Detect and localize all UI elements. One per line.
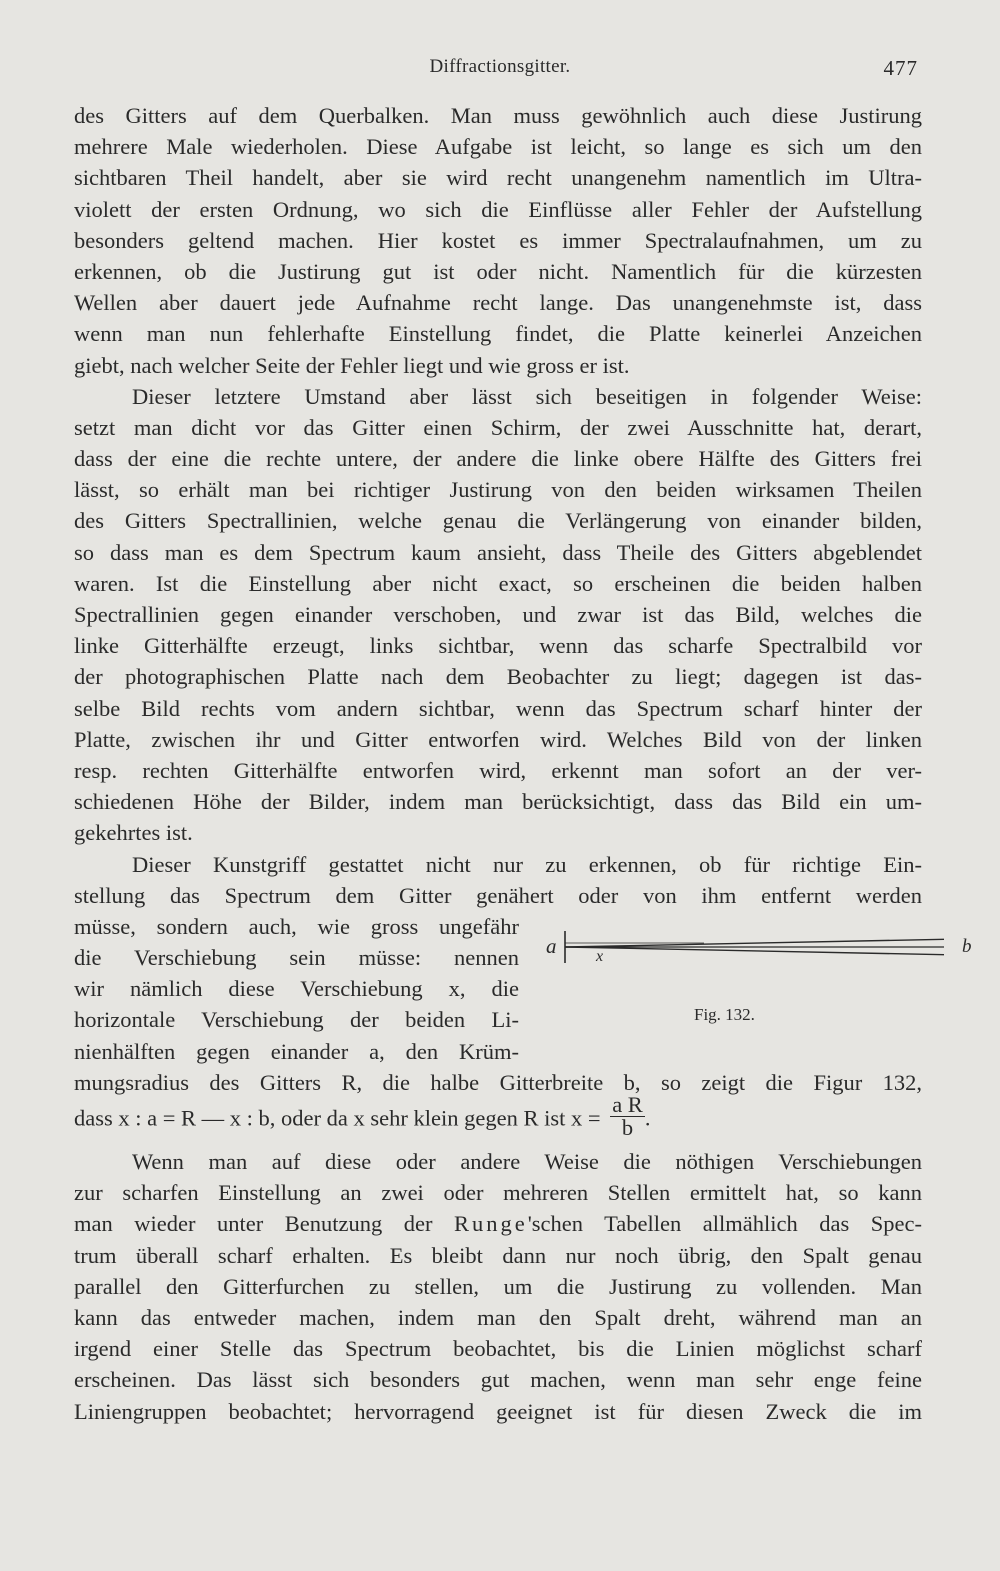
text-line: lässt, so erhält man bei richtiger Justirung von den beiden wirksamen Theilen [74, 477, 922, 503]
text-line: erkennen, ob die Justirung gut ist oder nicht. Namentlich für die kürzesten [74, 258, 922, 284]
formula-line [74, 1092, 922, 1146]
formula-end: . [644, 1105, 651, 1131]
text-line: horizontale Verschiebung der beiden Li- [74, 1007, 519, 1033]
text-line: gekehrtes ist. [74, 820, 193, 846]
text-line: Platte, zwischen ihr und Gitter entworfen wird. Welches Bild von der linken [74, 726, 922, 752]
fraction-denominator: b [621, 1115, 634, 1140]
runge-name: Runge [453, 1211, 528, 1237]
text-line: müsse, sondern auch, wie gross ungefähr [74, 913, 519, 939]
text-line: mehrere Male wiederholen. Diese Aufgabe ist leicht, so lange es sich um den [74, 134, 922, 160]
text-line: wenn man nun fehlerhafte Einstellung findet, die Platte keinerlei Anzeichen [74, 321, 922, 347]
text-line: des Gitters Spectrallinien, welche genau die Verlängerung von einander bilden, [74, 508, 922, 534]
figure-132-diagram [544, 911, 944, 991]
label-x: x [596, 947, 604, 965]
text-line: dass der eine die rechte untere, der andere die linke obere Hälfte des Gitters frei [74, 446, 922, 472]
fraction [610, 1094, 645, 1139]
running-header [0, 56, 1000, 86]
paragraph-1 [74, 100, 922, 381]
header-title: Diffractionsgitter. [429, 56, 571, 77]
text-line: Spectrallinien gegen einander verschoben, und zwar ist das Bild, welches die [74, 602, 922, 627]
runge-post: 'schen Tabellen allmählich das Spec- [527, 1211, 922, 1237]
text-line-runge [74, 1208, 922, 1239]
figure-side-text [74, 911, 519, 1067]
text-line: irgend einer Stelle das Spectrum beobachtet, bis die Linien möglichst scharf [74, 1336, 922, 1362]
paragraph-3 [74, 849, 972, 1147]
text-line: trum überall scharf erhalten. Es bleibt dann nur noch übrig, den Spalt genau [74, 1242, 922, 1268]
figure-wrap-block [74, 911, 972, 1067]
text-line: Dieser Kunstgriff gestattet nicht nur zu erkennen, ob für richtige Ein- [132, 851, 922, 877]
body-text [74, 100, 972, 1427]
label-b: b [962, 935, 972, 957]
text-line: Wenn man auf diese oder andere Weise die nöthigen Verschiebungen [132, 1149, 922, 1174]
text-line: wir nämlich diese Verschiebung x, die [74, 976, 519, 1002]
label-a: a [546, 933, 557, 958]
text-line: erscheinen. Das lässt sich besonders gut machen, wenn man sehr enge feine [74, 1367, 922, 1393]
text-line: so dass man es dem Spectrum kaum ansieht, dass Theile des Gitters abgeblendet [74, 539, 922, 565]
text-line: stellung das Spectrum dem Gitter genähert oder von ihm entfernt werden [74, 882, 922, 908]
text-line: des Gitters auf dem Querbalken. Man muss gewöhnlich auch diese Justirung [74, 103, 922, 128]
text-line: resp. rechten Gitterhälfte entworfen wird, erkennt man sofort an der ver- [74, 757, 922, 783]
text-line: zur scharfen Einstellung an zwei oder mehreren Stellen ermittelt hat, so kann [74, 1180, 922, 1206]
text-line: violett der ersten Ordnung, wo sich die Einflüsse aller Fehler der Aufstellung [74, 196, 922, 222]
text-line: mungsradius des Gitters R, die halbe Gitterbreite b, so zeigt die Figur 132, [74, 1069, 922, 1095]
figure-132 [544, 911, 972, 1051]
text-line: der photographischen Platte nach dem Beobachter zu liegt; dagegen ist das- [74, 664, 922, 690]
text-line: die Verschiebung sein müsse: nennen [74, 945, 519, 971]
text-line: nienhälften gegen einander a, den Krüm- [74, 1038, 519, 1064]
text-line: besonders geltend machen. Hier kostet es immer Spectralaufnahmen, um zu [74, 227, 922, 253]
figure-caption: Fig. 132. [694, 1004, 755, 1024]
runge-pre: man wieder unter Benutzung der [74, 1211, 433, 1237]
page-number: 477 [883, 56, 918, 80]
paragraph-4 [74, 1146, 922, 1427]
fraction-numerator: a R [612, 1092, 643, 1117]
paragraph-2 [74, 381, 922, 849]
text-line: selbe Bild rechts vom andern sichtbar, wenn das Spectrum scharf hinter der [74, 695, 922, 721]
text-line: Wellen aber dauert jede Aufnahme recht lange. Das unangenehmste ist, dass [74, 290, 922, 316]
lower-ray [565, 947, 944, 955]
formula-text: dass x : a = R — x : b, oder da x sehr klein gegen R ist x = [74, 1105, 601, 1131]
text-line: waren. Ist die Einstellung aber nicht exact, so erscheinen die beiden halben [74, 570, 922, 596]
text-line: linke Gitterhälfte erzeugt, links sichtbar, wenn das scharfe Spectralbild vor [74, 633, 922, 659]
text-line: Dieser letztere Umstand aber lässt sich beseitigen in folgender Weise: [132, 383, 922, 409]
text-line: parallel den Gitterfurchen zu stellen, um die Justirung zu vollenden. Man [74, 1273, 922, 1299]
text-line: schiedenen Höhe der Bilder, indem man berücksichtigt, dass das Bild ein um- [74, 789, 922, 815]
text-line: sichtbaren Theil handelt, aber sie wird recht unangenehm namentlich im Ultra- [74, 165, 922, 191]
text-line: setzt man dicht vor das Gitter einen Schirm, der zwei Ausschnitte hat, derart, [74, 414, 922, 440]
text-line: Liniengruppen beobachtet; hervorragend geeignet ist für diesen Zweck die im [74, 1398, 922, 1424]
text-line: kann das entweder machen, indem man den Spalt dreht, während man an [74, 1304, 922, 1330]
text-line: giebt, nach welcher Seite der Fehler liegt und wie gross er ist. [74, 352, 630, 378]
